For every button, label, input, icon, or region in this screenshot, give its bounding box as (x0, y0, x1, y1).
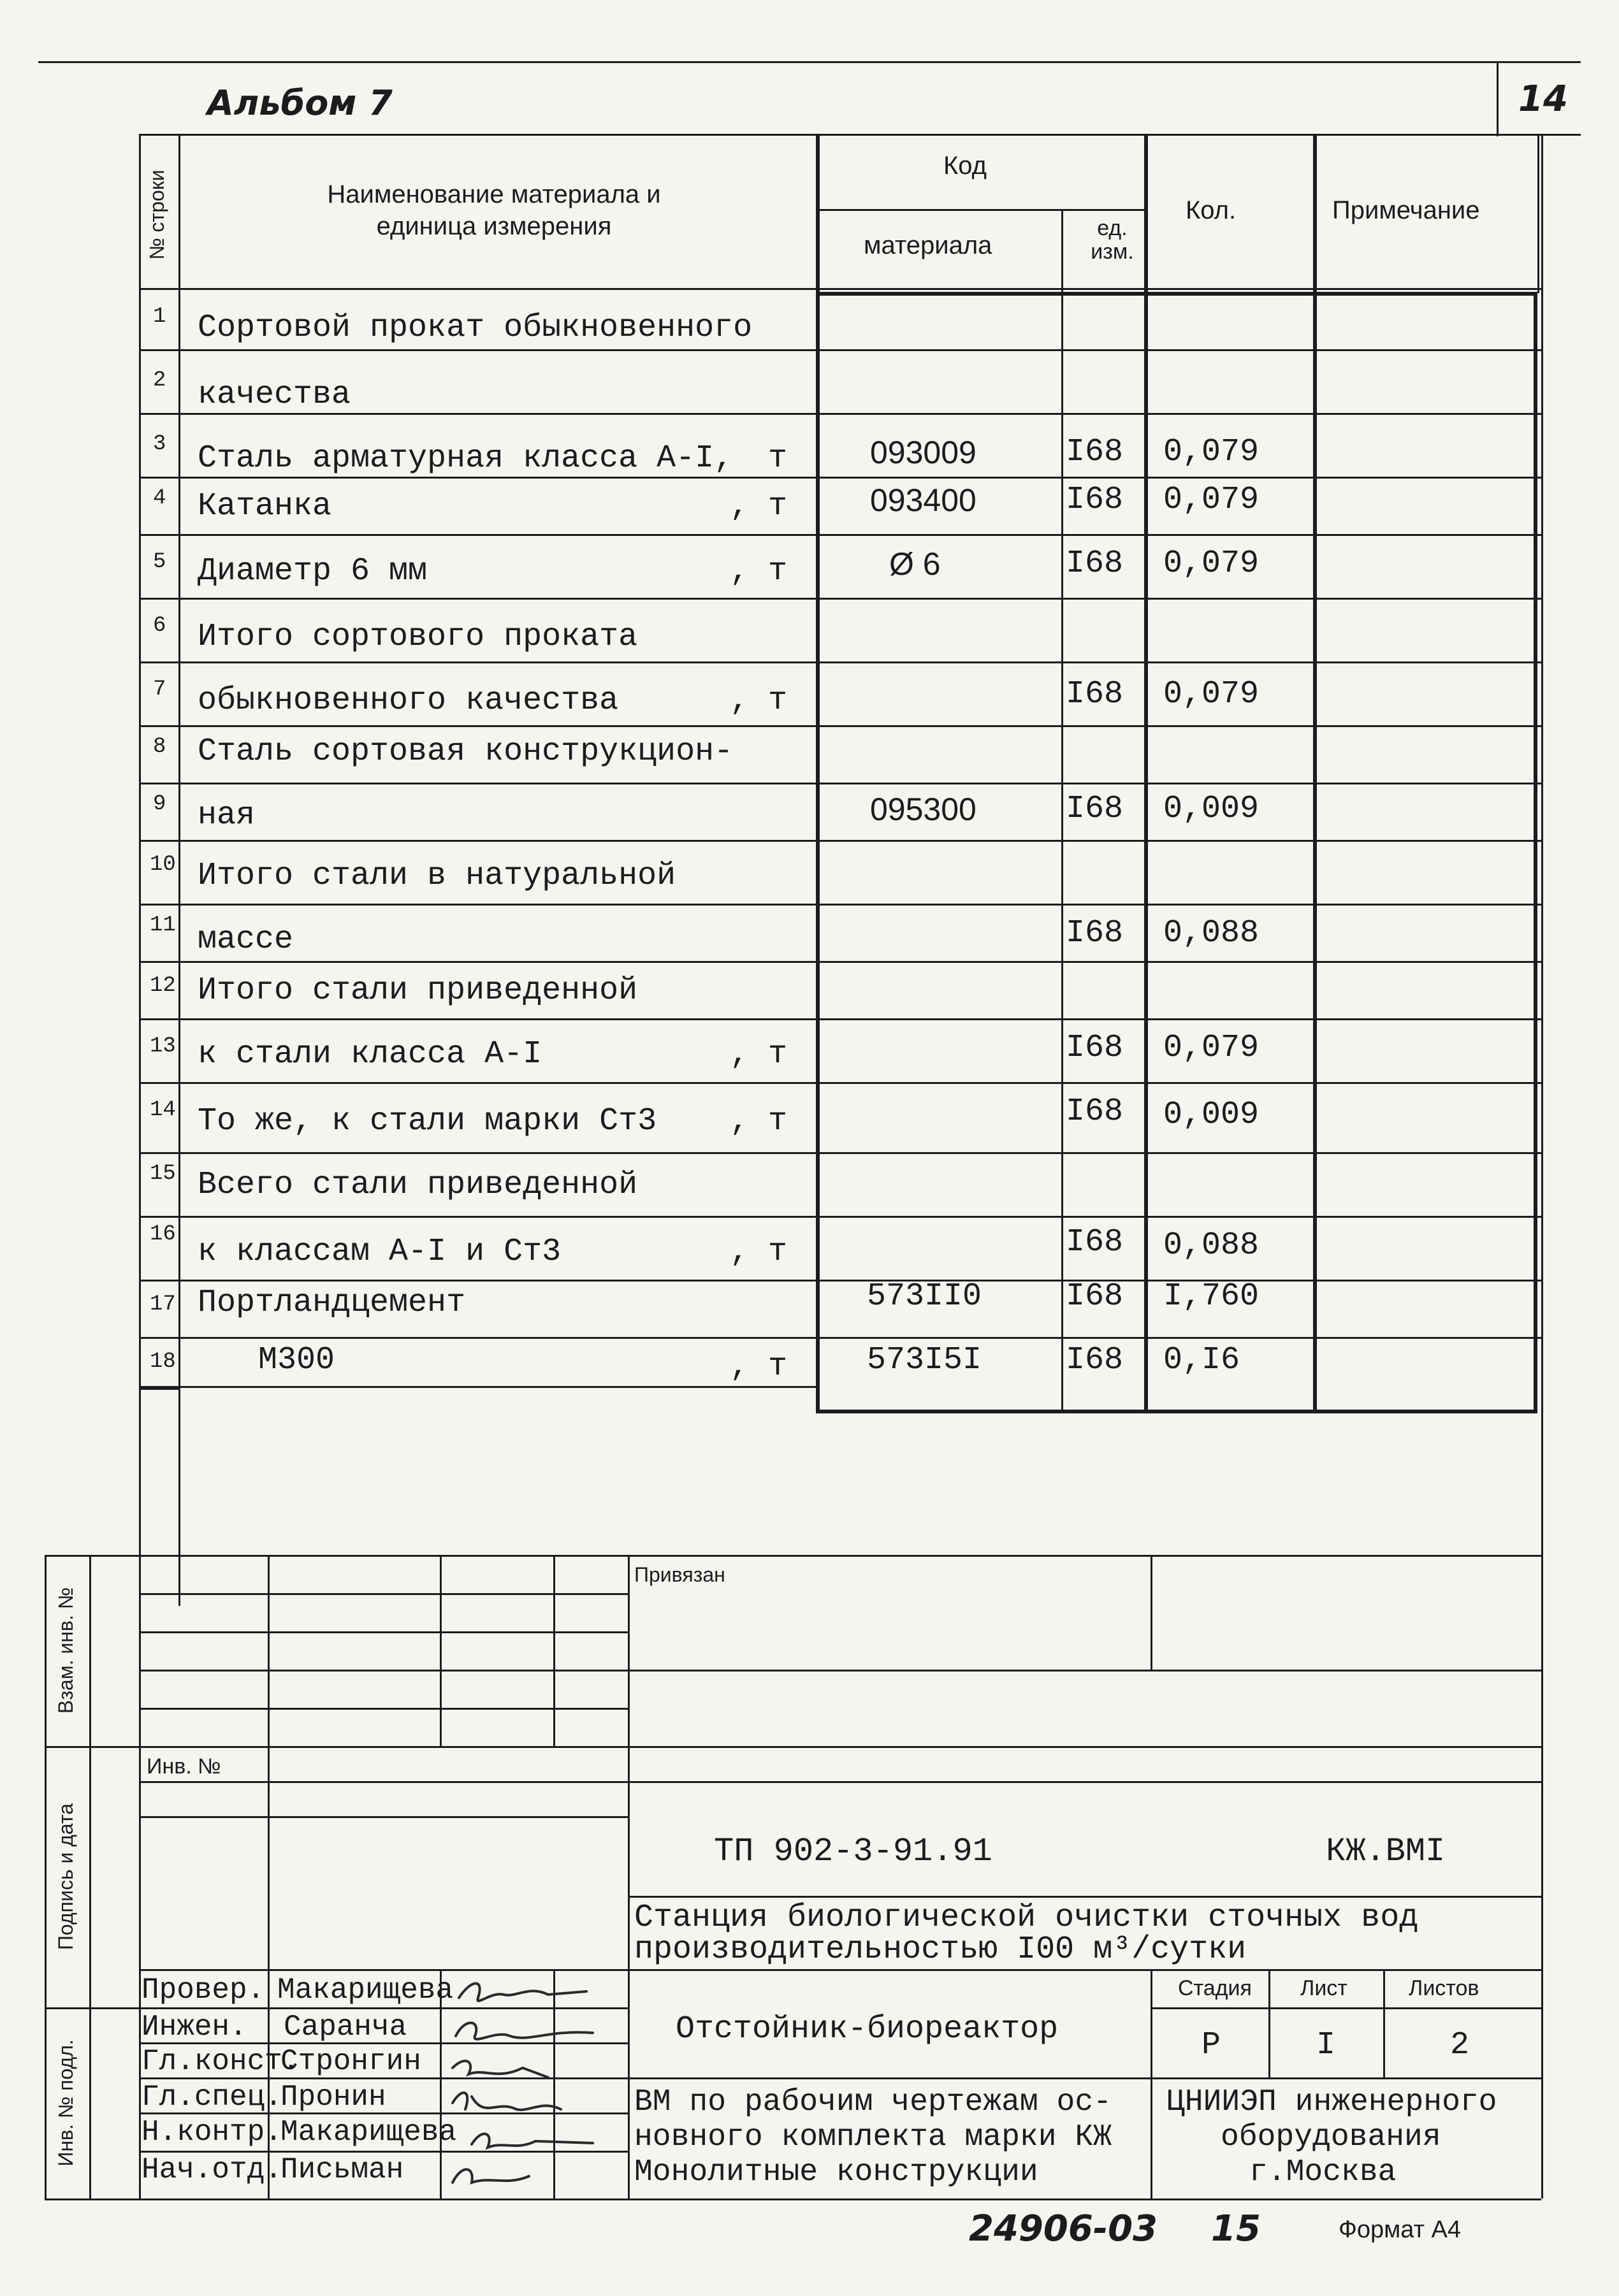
row-number: 15 (150, 1162, 176, 1186)
project-title-line1: Станция биологической очистки сточных вод (634, 1900, 1419, 1936)
row-number: 18 (150, 1350, 176, 1374)
album-label: Альбом 7 (207, 83, 393, 123)
quantity: 0,088 (1163, 915, 1260, 951)
material-name: Итого сортового проката (198, 619, 638, 655)
row-number: 1 (153, 305, 166, 329)
material-name: Сталь сортовая конструкцион- (198, 733, 734, 770)
material-code: 093400 (870, 482, 976, 518)
drawing-mark: КЖ.ВМI (1326, 1833, 1446, 1870)
staff-role: Гл.конст. (142, 2045, 300, 2078)
organization-line1: ЦНИИЭП инженерного (1166, 2085, 1497, 2119)
inv-number-label: Инв. № (147, 1754, 221, 1779)
description-line3: Монолитные конструкции (634, 2155, 1038, 2190)
frame-top-line (139, 134, 1541, 136)
material-name: Всего стали приведенной (198, 1167, 638, 1203)
row-number: 2 (153, 368, 166, 393)
material-name: массе (198, 921, 294, 958)
staff-name: Макарищева (280, 2116, 457, 2149)
unit-code: I68 (1066, 434, 1124, 470)
quantity: 0,079 (1163, 1030, 1260, 1066)
sheet-number: 14 (1518, 78, 1568, 120)
material-name: Сортовой прокат обыкновенного (198, 310, 753, 346)
unit: , т (730, 553, 788, 589)
material-code-header: материала (864, 231, 992, 259)
sheet-value: I (1316, 2027, 1336, 2063)
signature-mark (456, 2023, 593, 2039)
material-name: обыкновенного качества (198, 682, 619, 719)
unit-code: I68 (1066, 545, 1124, 582)
unit: , т (730, 1234, 788, 1270)
sheet-label: Лист (1300, 1976, 1347, 2000)
row-number: 8 (153, 735, 166, 759)
row-number: 11 (150, 913, 176, 937)
material-name: М300 (258, 1342, 335, 1378)
project-title-line2: производительностью I00 м³/сутки (634, 1931, 1247, 1968)
unit-code: I68 (1066, 1342, 1124, 1378)
material-code: 095300 (870, 791, 976, 827)
quantity: 0,079 (1163, 482, 1260, 518)
row-number: 3 (153, 432, 166, 456)
organization-line3: г.Москва (1249, 2155, 1397, 2190)
material-name: То же, к стали марки Ст3 (198, 1103, 657, 1139)
unit: , т (730, 1348, 788, 1385)
material-name: Катанка (198, 488, 332, 524)
row-number: 14 (150, 1098, 176, 1122)
unit: , т (730, 682, 788, 719)
description-line2: новного комплекта марки КЖ (634, 2120, 1112, 2155)
side-label-replacement: Взам. инв. № (54, 1587, 77, 1714)
staff-name: Макарищева (277, 1974, 454, 2007)
format-label: Формат А4 (1339, 2216, 1462, 2243)
row-number: 13 (150, 1034, 176, 1058)
quantity: 0,079 (1163, 434, 1260, 470)
unit: , т (730, 488, 788, 524)
signature-mark (453, 2093, 561, 2110)
material-name: ная (198, 797, 256, 834)
side-label-inventory: Инв. № подл. (54, 2039, 77, 2167)
material-name: Сталь арматурная класса А-I, (198, 440, 734, 477)
unit-code: I68 (1066, 482, 1124, 518)
staff-name: Саранча (284, 2011, 407, 2044)
signatures (446, 1972, 612, 2202)
note-header: Примечание (1332, 196, 1480, 224)
side-label-signature: Подпись и дата (54, 1803, 77, 1951)
staff-name: Пронин (280, 2081, 386, 2114)
right-border (1541, 134, 1543, 2199)
material-code: 093009 (870, 435, 976, 470)
sheet-number-divider (1497, 61, 1499, 136)
signature-mark (453, 2169, 529, 2183)
quantity: 0,I6 (1163, 1342, 1240, 1378)
row-number: 16 (150, 1222, 176, 1246)
unit-code: I68 (1066, 1224, 1124, 1260)
organization-line2: оборудования (1221, 2120, 1441, 2155)
row-number: 9 (153, 792, 166, 816)
material-name: Портландцемент (198, 1285, 466, 1321)
sheets-value: 2 (1450, 2027, 1470, 2063)
unit: т (768, 440, 788, 477)
unit-code: I68 (1066, 1094, 1124, 1130)
stage-label: Стадия (1178, 1976, 1252, 2000)
unit-code: I68 (1066, 791, 1124, 827)
quantity: I,760 (1163, 1278, 1260, 1315)
material-code: Ø 6 (889, 546, 941, 582)
row-number: 17 (150, 1292, 176, 1317)
signature-mark (453, 2061, 548, 2077)
row-number: 12 (150, 974, 176, 998)
unit-code: I68 (1066, 1030, 1124, 1066)
staff-name: Письман (280, 2153, 404, 2186)
staff-role: Н.контр. (142, 2116, 282, 2149)
material-code: 573II0 (867, 1278, 982, 1315)
row-number: 10 (150, 853, 176, 877)
quantity: 0,079 (1163, 545, 1260, 582)
unit-code: I68 (1066, 1278, 1124, 1315)
sheets-label: Листов (1409, 1976, 1479, 2000)
code-group-header: Код (943, 152, 987, 180)
unit: , т (730, 1036, 788, 1072)
left-border (139, 134, 141, 2199)
staff-name: Стронгин (280, 2045, 421, 2078)
material-name: Итого стали приведенной (198, 972, 638, 1009)
row-number: 7 (153, 677, 166, 702)
unit-code: I68 (1066, 676, 1124, 712)
quantity: 0,088 (1163, 1227, 1260, 1264)
structure-name: Отстойник-биореактор (676, 2011, 1059, 2047)
signature-mark (472, 2134, 593, 2148)
row-number: 5 (153, 550, 166, 574)
material-code: 573I5I (867, 1342, 982, 1378)
privyazan-label: Привязан (634, 1563, 725, 1586)
name-column-header: Наименование материала и единица измерения (327, 180, 661, 240)
material-name: к классам А-I и Ст3 (198, 1234, 562, 1270)
unit-code-header: ед. изм. (1091, 216, 1134, 264)
unit-code: I68 (1066, 915, 1124, 951)
material-name: Итого стали в натуральной (198, 858, 676, 894)
staff-role: Гл.спец. (142, 2081, 282, 2114)
page-number: 15 (1211, 2208, 1261, 2249)
signature-mark (459, 1984, 586, 2001)
quantity: 0,079 (1163, 676, 1260, 712)
top-border (38, 61, 1581, 63)
row-number: 4 (153, 486, 166, 510)
unit: , т (730, 1103, 788, 1139)
quantity: 0,009 (1163, 791, 1260, 827)
document-code: ТП 902-3-91.91 (714, 1833, 992, 1870)
material-name: качества (198, 377, 351, 413)
stage-value: Р (1202, 2027, 1221, 2063)
inventory-number: 24906-03 (969, 2208, 1158, 2249)
staff-role: Инжен. (142, 2011, 247, 2044)
material-name: к стали класса А-I (198, 1036, 542, 1072)
staff-role: Провер. (142, 1974, 265, 2007)
quantity: 0,009 (1163, 1097, 1260, 1133)
material-name: Диаметр 6 мм (198, 553, 428, 589)
description-line1: ВМ по рабочим чертежам ос- (634, 2085, 1112, 2119)
staff-role: Нач.отд. (142, 2153, 282, 2186)
row-number: 6 (153, 614, 166, 638)
row-number-header: № строки (145, 170, 168, 260)
quantity-header: Кол. (1186, 196, 1237, 224)
